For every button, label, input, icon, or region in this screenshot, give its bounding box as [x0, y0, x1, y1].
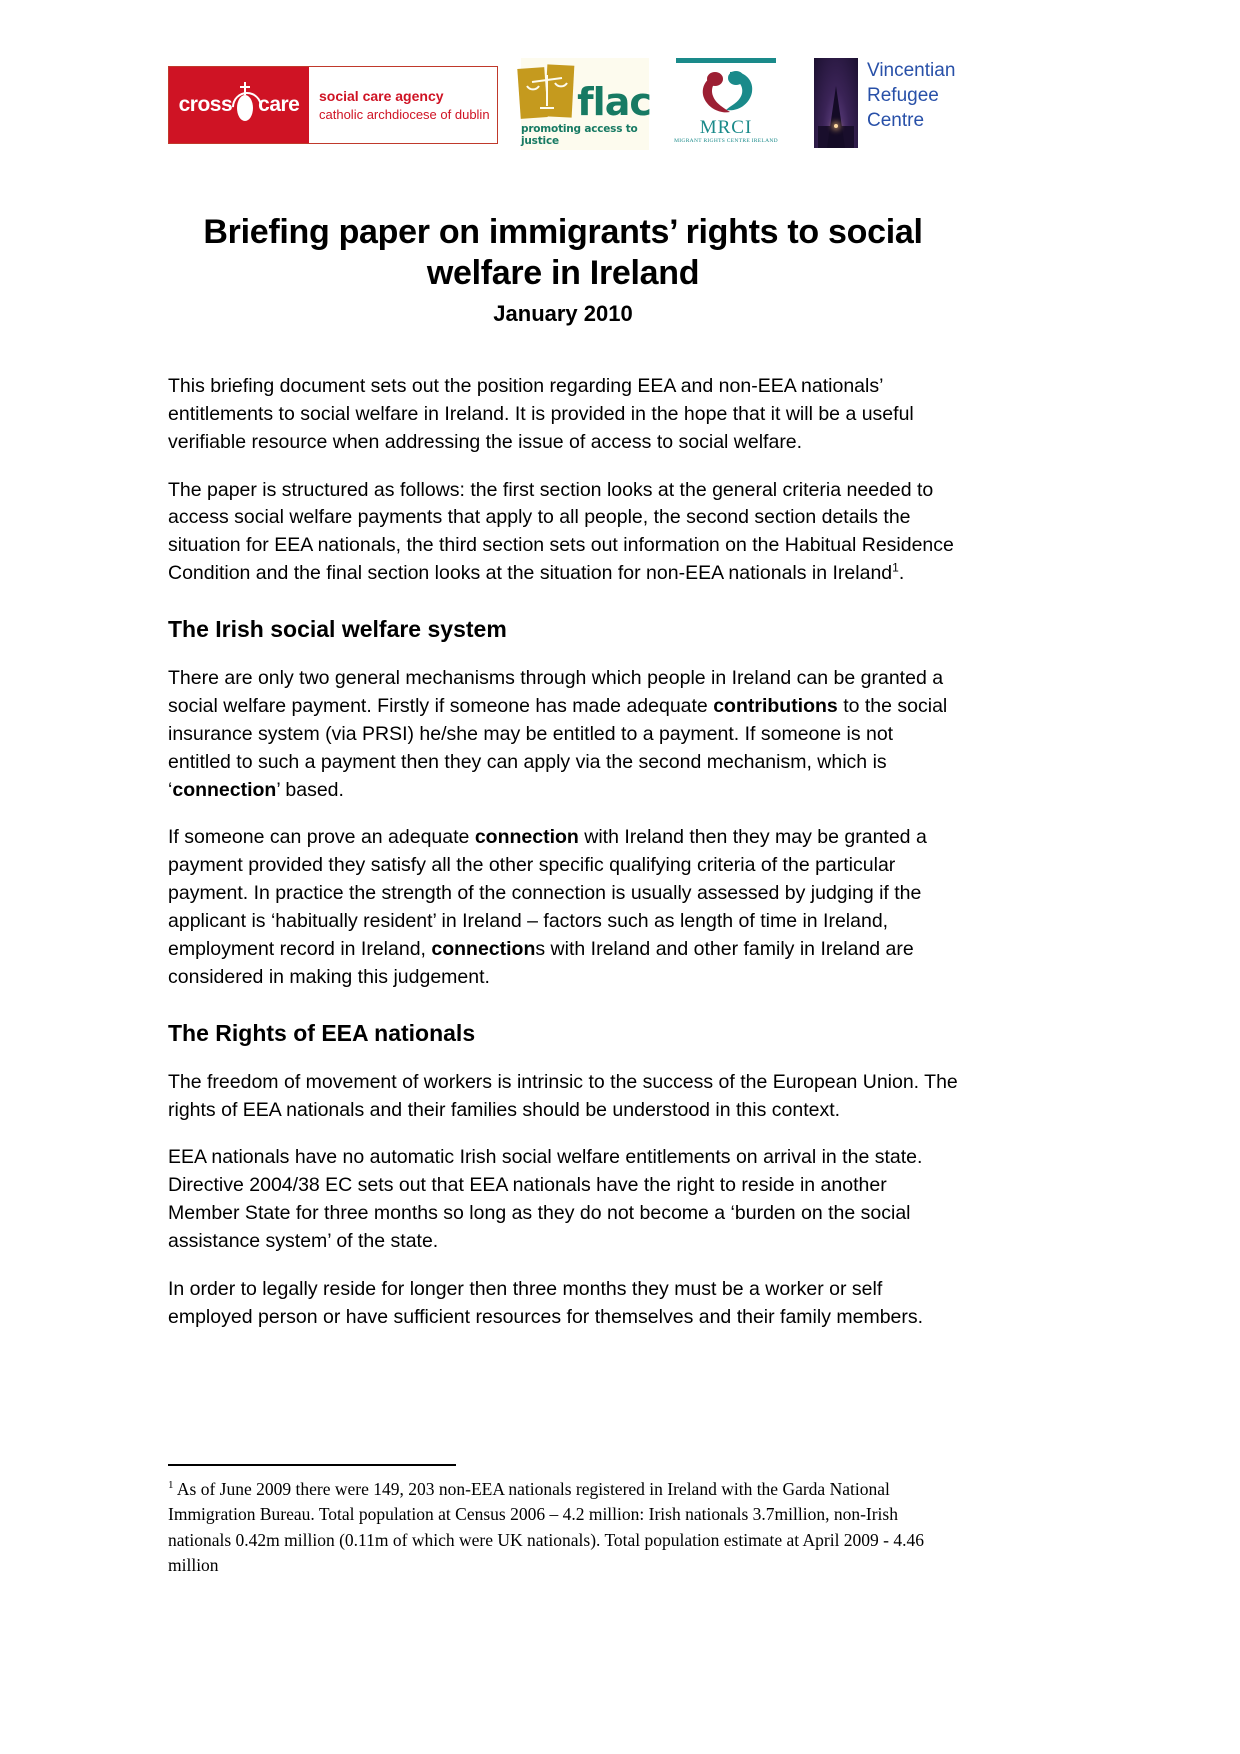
vincentian-line2: Refugee	[867, 85, 939, 107]
connection-bold-2: connection	[431, 937, 536, 960]
page-title: Briefing paper on immigrants’ rights to social welfare in Ireland	[203, 213, 923, 293]
vincentian-refugee-centre-logo	[814, 58, 955, 148]
paragraph-eea-no-automatic: EEA nationals have no automatic Irish social welfare entitlements on arrival in the state. Directive 2004/38 EC sets out that EEA nationals have the right to reside in another Member State for three months so long as they do not become a ‘burden on the social assistance system’ of the state.	[168, 1146, 923, 1253]
crosscare-cross-oval-icon	[232, 82, 258, 128]
paragraph-eea-freedom: The freedom of movement of workers is intrinsic to the success of the European Union. The rights of EEA nationals and their families should be understood in this context.	[168, 1070, 958, 1121]
connection-part-e: s with Ireland and other family in Ireland are considered in making this judgement.	[168, 937, 914, 988]
crosscare-tagline-line2: catholic archdiocese of dublin	[319, 106, 490, 122]
flac-logo-top	[519, 62, 651, 124]
paragraph-mechanisms	[168, 665, 958, 804]
connection-part-a: If someone can prove an adequate	[168, 826, 475, 849]
footnote-1	[168, 1477, 958, 1579]
heading-rights-of-eea-nationals: The Rights of EEA nationals	[168, 1019, 476, 1046]
mechanisms-part-a: There are only two general mechanisms through which people in Ireland can be granted a social welfare payment. Firstly if someone has made adequate	[168, 667, 944, 717]
paragraph-structure	[168, 477, 958, 589]
mrci-top-bar	[676, 58, 776, 63]
mrci-figures-icon	[690, 66, 762, 118]
church-spire-photo	[814, 58, 858, 148]
crosscare-logo	[168, 66, 498, 144]
paragraph-intro: This briefing document sets out the position regarding EEA and non-EEA nationals’ entitlements to social welfare in Ireland. It is provided in the hope that it will be a useful verifiable resource when addressing the issue of access to social welfare.	[168, 374, 914, 453]
vincentian-line1: Vincentian	[867, 60, 956, 81]
paragraph-structure-text: The paper is structured as follows: the first section looks at the general criteria needed to access social welfare payments that apply to all people, the second section details the situation for EEA nationals, the third section sets out information on the Habitual Residence Condition and the final section looks at the situation for non-EEA nationals in Ireland	[168, 478, 954, 585]
flac-tagline: promoting access to justice	[521, 123, 638, 147]
document-date-subtitle: January 2010	[493, 300, 633, 326]
footnote-separator-rule	[168, 1464, 456, 1466]
footnote-reference-1[interactable]: 1	[892, 560, 899, 575]
document-content	[168, 212, 958, 1352]
footnote-1-text: As of June 2009 there were 149, 203 non-EEA nationals registered in Ireland with the Garda National Immigration Bureau. Total population at Census 2006 – 4.2 million: Irish nationals 3.7million, non-Irish nationals 0.42m million (0.11m of which were UK nationals). Total population estimate at April 2009 - 4.46 million	[168, 1479, 925, 1576]
flac-wordmark: flac	[577, 79, 651, 124]
crosscare-red-panel	[169, 67, 309, 143]
flac-logo	[521, 58, 649, 150]
scales-of-justice-icon	[519, 64, 575, 120]
connection-part-c: with Ireland then they may be granted a payment provided they satisfy all the other specific qualifying criteria of the particular payment. In practice the strength of the connection is usually assessed by judging if the applicant is ‘habitually resident’ in Ireland – factors such as length of time in Ireland, employment record in Ireland,	[168, 826, 927, 960]
crosscare-wordmark	[179, 82, 300, 128]
footnote-1-marker: 1	[168, 1479, 174, 1492]
crosscare-tagline-line1: social care agency	[319, 87, 444, 104]
vincentian-line3: Centre	[867, 110, 925, 132]
scales-icon-svg	[525, 72, 569, 112]
partner-logos-bar	[168, 58, 958, 153]
heading-irish-social-welfare-system: The Irish social welfare system	[168, 616, 507, 643]
mrci-wordmark: MRCI	[699, 117, 753, 138]
mechanisms-bold-connection: connection	[172, 778, 277, 801]
crosscare-word-cross: cross	[178, 93, 233, 116]
footnote-area	[168, 1464, 958, 1579]
crosscare-word-care: care	[258, 93, 300, 116]
mechanisms-part-c: to the social insurance system (via PRSI) he/she may be entitled to a payment. If someone is not entitled to such a payment then they can apply via the second mechanism, which is ‘	[168, 694, 948, 801]
paragraph-connection	[168, 824, 958, 991]
mechanisms-bold-contributions: contributions	[713, 694, 838, 717]
mrci-logo	[676, 58, 776, 150]
crosscare-tagline-panel	[309, 67, 497, 143]
paragraph-structure-period: .	[898, 562, 905, 585]
vincentian-wordmark	[867, 58, 955, 133]
mrci-subtitle: MIGRANT RIGHTS CENTRE IRELAND	[674, 138, 778, 144]
connection-bold-1: connection	[474, 826, 579, 849]
paragraph-eea-longer-residence: In order to legally reside for longer then three months they must be a worker or self employed person or have sufficient resources for themselves and their family members.	[168, 1277, 924, 1328]
mechanisms-part-e: ’ based.	[276, 778, 344, 801]
